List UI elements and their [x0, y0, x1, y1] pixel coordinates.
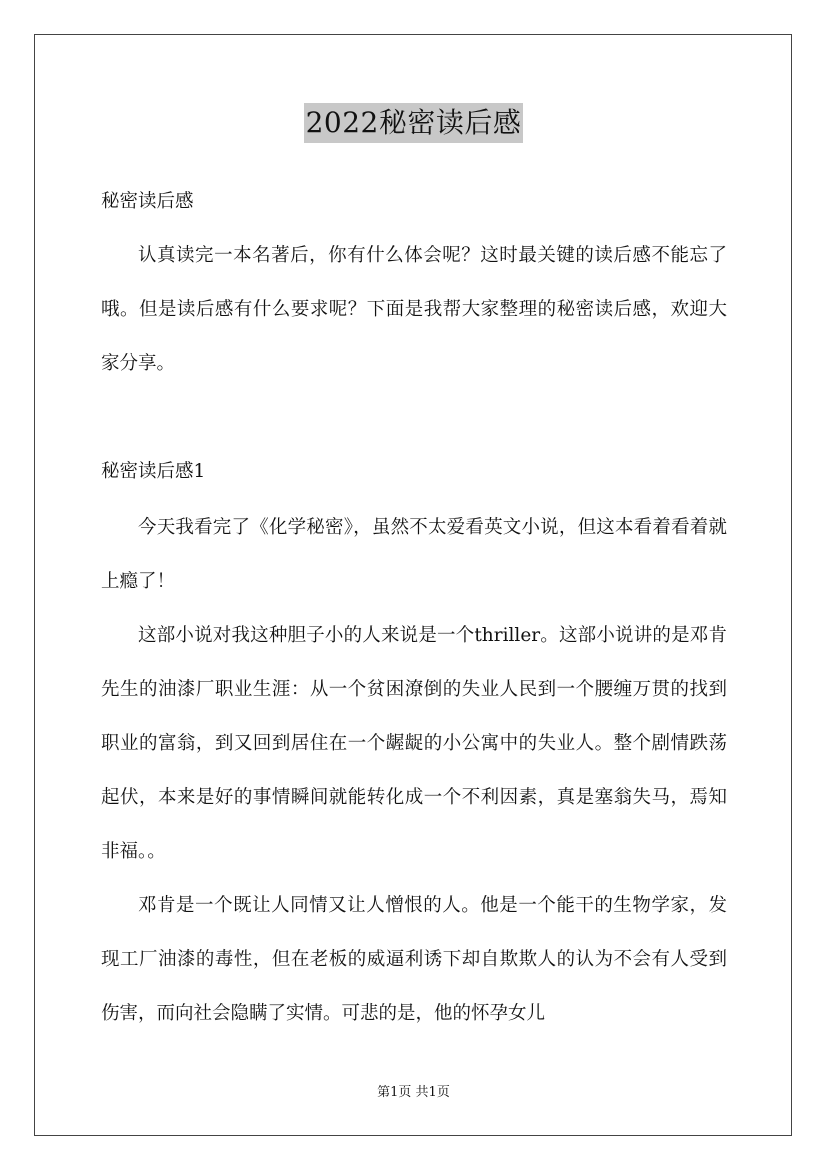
- section-heading: 秘密读后感1: [101, 461, 206, 482]
- title-container: [0, 103, 827, 143]
- blank-line: [101, 391, 727, 445]
- body-paragraph: 这部小说对我这种胆子小的人来说是一个thriller。这部小说讲的是邓肯先生的油漆厂职业生涯：从一个贫困潦倒的失业人民到一个腰缠万贯的找到职业的富翁，到又回到居住在一个龌龊的小公寓中的失业人。整个剧情跌荡起伏，本来是好的事情瞬间就能转化成一个不利因素，真是塞翁失马，焉知非福。。: [101, 625, 727, 862]
- document-heading: 秘密读后感: [101, 191, 194, 212]
- page-number: 第1页 共1页: [377, 1085, 450, 1100]
- document-title: 2022秘密读后感: [304, 103, 524, 143]
- body-paragraph: 邓肯是一个既让人同情又让人憎恨的人。他是一个能干的生物学家，发现工厂油漆的毒性，但在老板的威逼利诱下却自欺欺人的认为不会有人受到伤害，而向社会隐瞒了实情。可悲的是，他的怀孕女儿: [101, 895, 727, 1024]
- body-paragraph: 今天我看完了《化学秘密》，虽然不太爱看英文小说，但这本看着看着就上瘾了！: [101, 517, 727, 592]
- intro-paragraph: 认真读完一本名著后，你有什么体会呢？这时最关键的读后感不能忘了哦。但是读后感有什么要求呢？下面是我帮大家整理的秘密读后感，欢迎大家分享。: [101, 245, 727, 374]
- document-body: [101, 175, 727, 1041]
- page-footer: [0, 1084, 827, 1102]
